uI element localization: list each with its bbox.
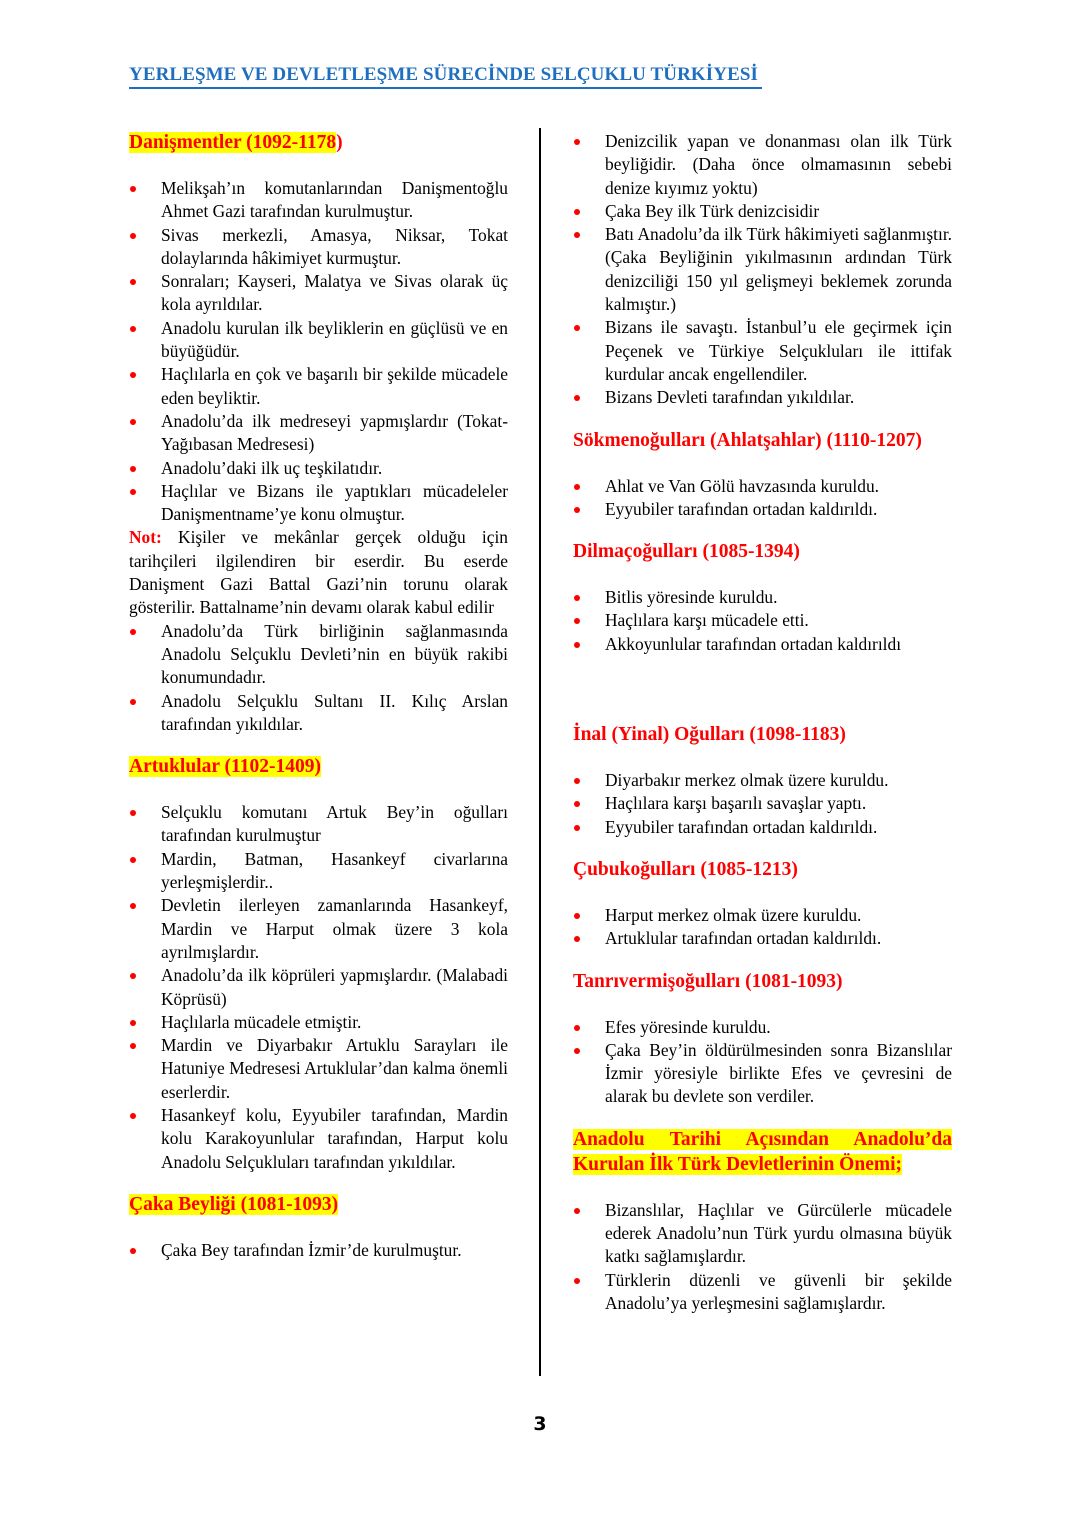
danismentler-list [129,177,508,526]
list-item: Hasankeyf kolu, Eyyubiler tarafından, Mardin kolu Karakoyunlular tarafından, Harput kolu Anadolu Selçukluları tarafından yıkıldılar. [129,1104,508,1174]
tanri-list [573,1016,952,1109]
section-title-tanri: Tanrıvermişoğulları (1081-1093) [573,970,843,992]
list-item: Devletin ilerleyen zamanlarında Hasankeyf, Mardin ve Harput olmak üzere 3 kola ayrılmışlardır. [129,894,508,964]
list-item: Sonraları; Kayseri, Malatya ve Sivas olarak üç kola ayrıldılar. [129,270,508,317]
list-item: Anadolu’da Türk birliğinin sağlanmasında Anadolu Selçuklu Devleti’nin en büyük rakibi konumundadır. [129,620,508,690]
list-item: Haçlılarla en çok ve başarılı bir şekilde mücadele eden beyliktir. [129,363,508,410]
dilmac-list [573,586,952,656]
list-item: Bizans Devleti tarafından yıkıldılar. [573,386,952,409]
list-item: Bitlis yöresinde kuruldu. [573,586,952,609]
danismentler-list-2 [129,620,508,736]
list-item: Diyarbakır merkez olmak üzere kuruldu. [573,769,952,792]
list-item: Efes yöresinde kuruldu. [573,1016,952,1039]
right-column [573,130,952,1315]
list-item: Bizans ile savaştı. İstanbul’u ele geçirmek için Peçenek ve Türkiye Selçukluları ile ittifak kurdular ancak engellendiler. [573,316,952,386]
list-item: Ahlat ve Van Gölü havzasında kuruldu. [573,475,952,498]
list-item: Sivas merkezli, Amasya, Niksar, Tokat dolaylarında hâkimiyet kurmuştur. [129,224,508,271]
list-item: Haçlılara karşı mücadele etti. [573,609,952,632]
list-item: Anadolu’da ilk medreseyi yapmışlardır (Tokat- Yağıbasan Medresesi) [129,410,508,457]
list-item: Anadolu Selçuklu Sultanı II. Kılıç Arslan tarafından yıkıldılar. [129,690,508,737]
inal-list [573,769,952,839]
section-title-onem: Anadolu Tarihi Açısından Anadolu’da Kurulan İlk Türk Devletlerinin Önemi; [573,1128,952,1175]
list-item: Melikşah’ın komutanlarından Danişmentoğlu Ahmet Gazi tarafından kurulmuştur. [129,177,508,224]
page-number: 3 [533,1413,547,1435]
section-title-inal: İnal (Yinal) Oğulları (1098-1183) [573,724,846,746]
list-item: Eyyubiler tarafından ortadan kaldırıldı. [573,498,952,521]
list-item: Mardin, Batman, Hasankeyf civarlarına yerleşmişlerdir.. [129,848,508,895]
list-item: Mardin ve Diyarbakır Artuklu Sarayları ile Hatuniye Medresesi Artuklular’dan kalma önemli eserlerdir. [129,1034,508,1104]
left-column [129,130,508,1262]
caka-cont-list [573,130,952,410]
section-title-artuklular: Artuklular (1102-1409) [129,756,321,778]
section-title-cubuk: Çubukoğulları (1085-1213) [573,858,798,880]
list-item: Anadolu’daki ilk uç teşkilatıdır. [129,457,508,480]
sokmen-list [573,475,952,522]
section-title-sokmen: Sökmenoğulları (Ahlatşahlar) (1110-1207) [573,429,922,451]
list-item: Haçlılara karşı başarılı savaşlar yaptı. [573,792,952,815]
list-item: Haçlılarla mücadele etmiştir. [129,1011,508,1034]
list-item: Türklerin düzenli ve güvenli bir şekilde Anadolu’ya yerleşmesini sağlamışlardır. [573,1269,952,1316]
column-divider [539,128,541,1376]
list-item: Selçuklu komutanı Artuk Bey’in oğulları tarafından kurulmuştur [129,801,508,848]
list-item: Denizcilik yapan ve donanması olan ilk Türk beyliğidir. (Daha önce olmamasının sebebi denize kıyımız yoktu) [573,130,952,200]
list-item: Anadolu’da ilk köprüleri yapmışlardır. (Malabadi Köprüsü) [129,964,508,1011]
list-item: Harput merkez olmak üzere kuruldu. [573,904,952,927]
list-item: Haçlılar ve Bizans ile yaptıkları mücadeleler Danişmentname’ye konu olmuştur. [129,480,508,527]
list-item: Çaka Bey tarafından İzmir’de kurulmuştur. [129,1239,508,1262]
list-item: Çaka Bey ilk Türk denizcisidir [573,200,952,223]
page-header-title: YERLEŞME VE DEVLETLEŞME SÜRECİNDE SELÇUKLU TÜRKİYESİ [129,64,762,89]
list-item: Anadolu kurulan ilk beyliklerin en güçlüsü ve en büyüğüdür. [129,317,508,364]
list-item: Batı Anadolu’da ilk Türk hâkimiyeti sağlanmıştır. (Çaka Beyliğinin yıkılmasının ardından Türk denizciliği 150 yıl gelişmeyi beklemek zorunda kalmıştır.) [573,223,952,316]
list-item: Çaka Bey’in öldürülmesinden sonra Bizanslılar İzmir yöresiyle birlikte Efes ve çevresini de alarak bu devlete son verdiler. [573,1039,952,1109]
section-title-caka: Çaka Beyliği (1081-1093) [129,1193,339,1215]
list-item: Artuklular tarafından ortadan kaldırıldı. [573,927,952,950]
caka-list [129,1239,508,1262]
list-item: Bizanslılar, Haçlılar ve Gürcülerle mücadele ederek Anadolu’nun Türk yurdu olmasına büyük katkı sağlamışlardır. [573,1199,952,1269]
note-text: Kişiler ve mekânlar gerçek olduğu için tarihçileri ilgilendiren bir eserdir. Bu eserde Danişment Gazi Battal Gazi’nin torunu olarak gösterilir. Battalname’nin devamı olarak kabul edilir [129,527,508,618]
danismentler-note [129,526,508,619]
artuklular-list [129,801,508,1174]
onem-list [573,1199,952,1315]
list-item: Akkoyunlular tarafından ortadan kaldırıldı [573,633,952,656]
cubuk-list [573,904,952,951]
section-title-danismentler: Danişmentler (1092-1178) [129,132,343,153]
section-title-dilmac: Dilmaçoğulları (1085-1394) [573,541,800,563]
note-label: Not: [129,527,162,548]
list-item: Eyyubiler tarafından ortadan kaldırıldı. [573,816,952,839]
